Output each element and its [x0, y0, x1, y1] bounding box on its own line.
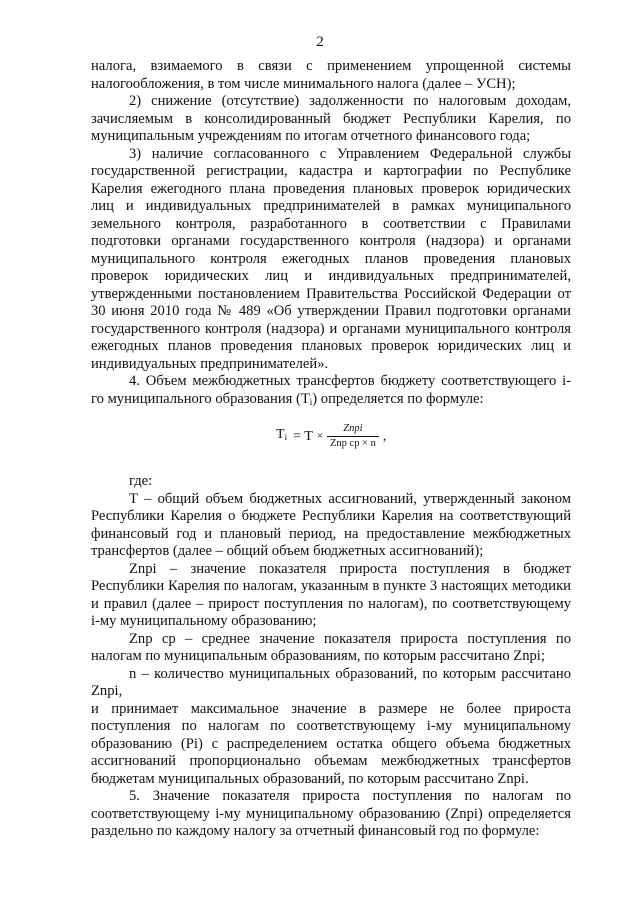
paragraph-item-4-end: ) определяется по формуле: — [312, 390, 484, 407]
formula-comma: , — [382, 428, 387, 444]
formula-denominator: Znp cp × n — [330, 438, 376, 449]
paragraph-def-t: T – общий объем бюджетных ассигнований, утвержденный законом Республики Карелия о бюджете Республики Карелия на соответствующий финансовый год и плановый период, на предоставление межбюджетных трансфертов (далее – общий объем бюджетных ассигнований); — [91, 490, 571, 559]
document-body — [91, 58, 571, 841]
formula-numerator: Znpi — [343, 423, 363, 434]
formula-lhs — [276, 426, 287, 447]
paragraph-def-n: n – количество муниципальных образований, по которым рассчитано Znpi, — [91, 665, 571, 699]
formula-fraction — [327, 423, 379, 450]
paragraph-item-4 — [91, 373, 571, 411]
paragraph-def-znpi: Znpi – значение показателя прироста поступления в бюджет Республики Карелия по налогам, указанным в пункте 3 настоящих методики и правил (далее – прирост поступления по налогам), по соответствующему i-му муниципальному образованию; — [91, 560, 571, 629]
paragraph-item-4-text: 4. Объем межбюджетных трансфертов бюджету соответствующего i-го муниципального образования (T — [91, 373, 571, 407]
paragraph-where: где: — [129, 473, 153, 489]
page-number: 2 — [316, 34, 324, 50]
formula-lhs-sub: i — [284, 432, 288, 443]
formula-transfer-volume — [91, 419, 571, 467]
paragraph-item-3: 3) наличие согласованного с Управлением Федеральной службы государственной регистрации, кадастра и картографии по Республике Карелия ежегодного плана проведения плановых проверок юридических лиц и индивидуальных предпринимателей в рамках муниципального земельного контроля, разработанного в соответствии с Правилами подготовки органами государственного контроля (надзора) и органами муниципального контроля ежегодных планов проведения плановых проверок юридических лиц и индивидуальных предпринимателей, утвержденными постановлением Правительства Российской Федерации от 30 июня 2010 года № 489 «Об утверждении Правил подготовки органами государственного контроля (надзора) и органами муниципального контроля ежегодных планов проведения плановых проверок юридических лиц и индивидуальных предпринимателей». — [91, 145, 571, 372]
formula-equals-t: = T — [293, 428, 313, 444]
paragraph-usn-continuation: налога, взимаемого в связи с применением упрощенной системы налогообложения, в том числе минимального налога (далее – УСН); — [91, 58, 571, 92]
formula-times-sign: × — [316, 429, 323, 442]
paragraph-item-4-subscript: i — [309, 396, 313, 407]
paragraph-item-5: 5. Значение показателя прироста поступления по налогам по соответствующему i-му муниципальному образованию (Znpi) определяется раздельно по каждому налогу за отчетный финансовый год по формуле: — [91, 788, 571, 839]
paragraph-max-value: и принимает максимальное значение в размере не более прироста поступления по налогам по соответствующему i-му муниципальному образованию (Pi) с распределением остатка общего объема бюджетных ассигнований пропорционально объемам межбюджетных трансфертов бюджетам муниципальных образований, по которым рассчитано Znpi. — [91, 700, 571, 787]
paragraph-item-2: 2) снижение (отсутствие) задолженности по налоговым доходам, зачисляемым в консолидированный бюджет Республики Карелия, по муниципальным учреждениям по итогам отчетного финансового года; — [91, 93, 571, 144]
formula-expression — [276, 423, 386, 450]
paragraph-def-znp-cp: Znp cp – среднее значение показателя прироста поступления по налогам по муниципальным образованиям, по которым рассчитано Znpi; — [91, 630, 571, 664]
formula-lhs-base: T — [276, 427, 285, 443]
